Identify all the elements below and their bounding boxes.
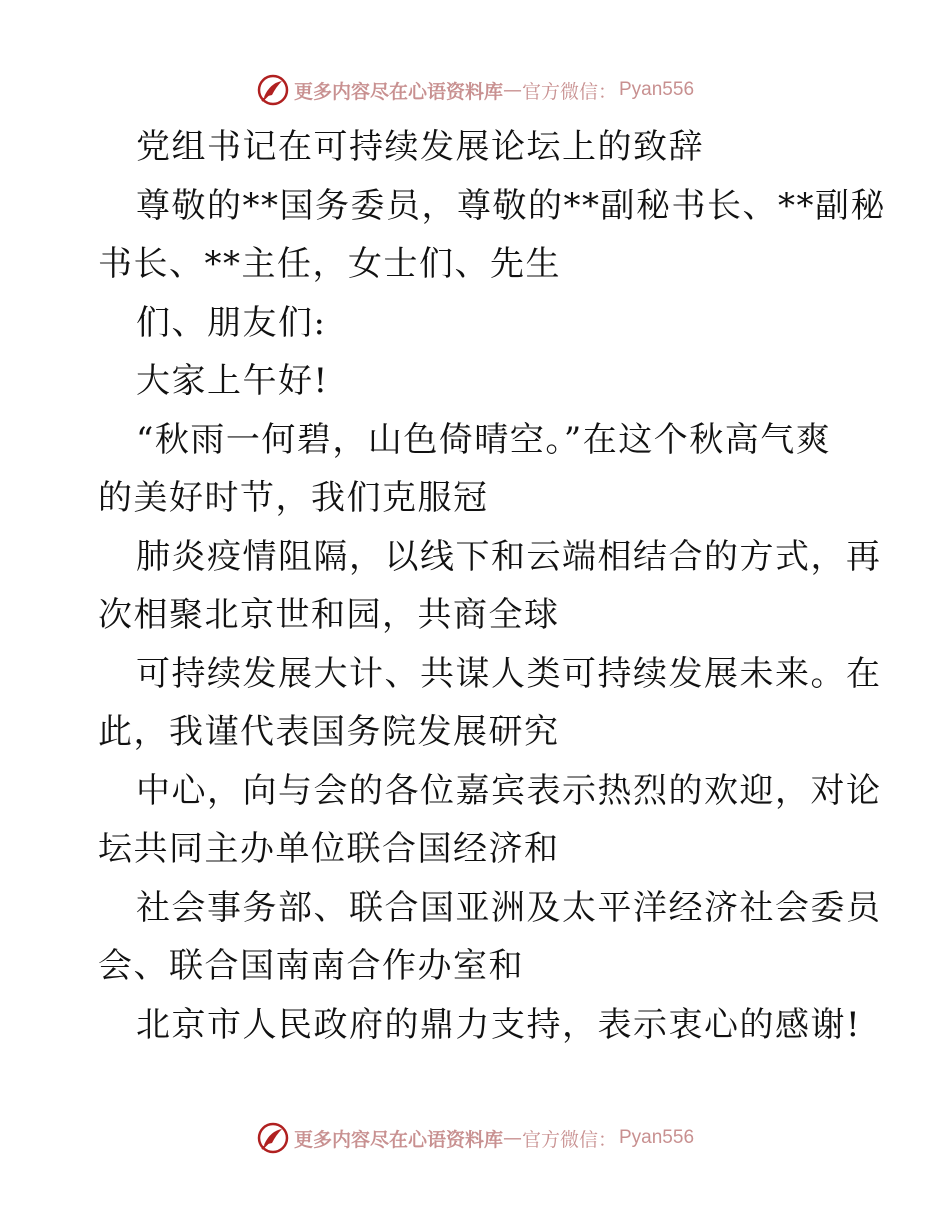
pen-logo-icon [256,1121,290,1155]
doc-line: 坛共同主办单位联合国经济和 [98,829,560,869]
banner-title: 更多内容尽在心语资料库 [293,1128,503,1151]
doc-title: 党组书记在可持续发展论坛上的致辞 [136,127,704,167]
doc-line: 肺炎疫情阻隔，以线下和云端相结合的方式，再 [136,536,882,577]
banner-wechat-id: Pyan556 [619,79,695,100]
banner-dash: — [502,79,522,101]
doc-line: 书长、**主任，女士们、先生 [98,244,561,284]
doc-line: 大家上午好! [136,361,329,401]
doc-line: 次相聚北京世和园，共商全球 [98,595,560,635]
banner-title: 更多内容尽在心语资料库 [293,80,503,103]
doc-line: 会、联合国南南合作办室和 [98,946,524,986]
banner-dash: — [502,1127,522,1149]
doc-line: “秋雨一何碧，山色倚晴空。”在这个秋高气爽 [136,419,832,460]
doc-line: 的美好时节，我们克服冠 [98,478,489,518]
banner-wechat-label: 官方微信： [521,80,617,103]
doc-line: 北京市人民政府的鼎力支持，表示衷心的感谢! [136,1004,862,1045]
doc-line: 们、朋友们: [136,302,327,343]
header-banner [0,70,950,110]
document-body [98,118,886,1054]
doc-line: 此，我谨代表国务院发展研究 [98,712,560,752]
doc-line: 尊敬的**国务委员，尊敬的**副秘书长、**副秘 [136,185,886,226]
doc-line: 社会事务部、联合国亚洲及太平洋经济社会委员 [136,887,882,928]
banner-wechat-label: 官方微信： [521,1128,617,1151]
doc-line: 可持续发展大计、共谋人类可持续发展未来。在 [136,653,882,694]
banner-wechat-id: Pyan556 [619,1127,695,1148]
pen-logo-icon [256,73,290,107]
doc-line: 中心，向与会的各位嘉宾表示热烈的欢迎，对论 [136,770,882,811]
footer-banner [0,1118,950,1158]
